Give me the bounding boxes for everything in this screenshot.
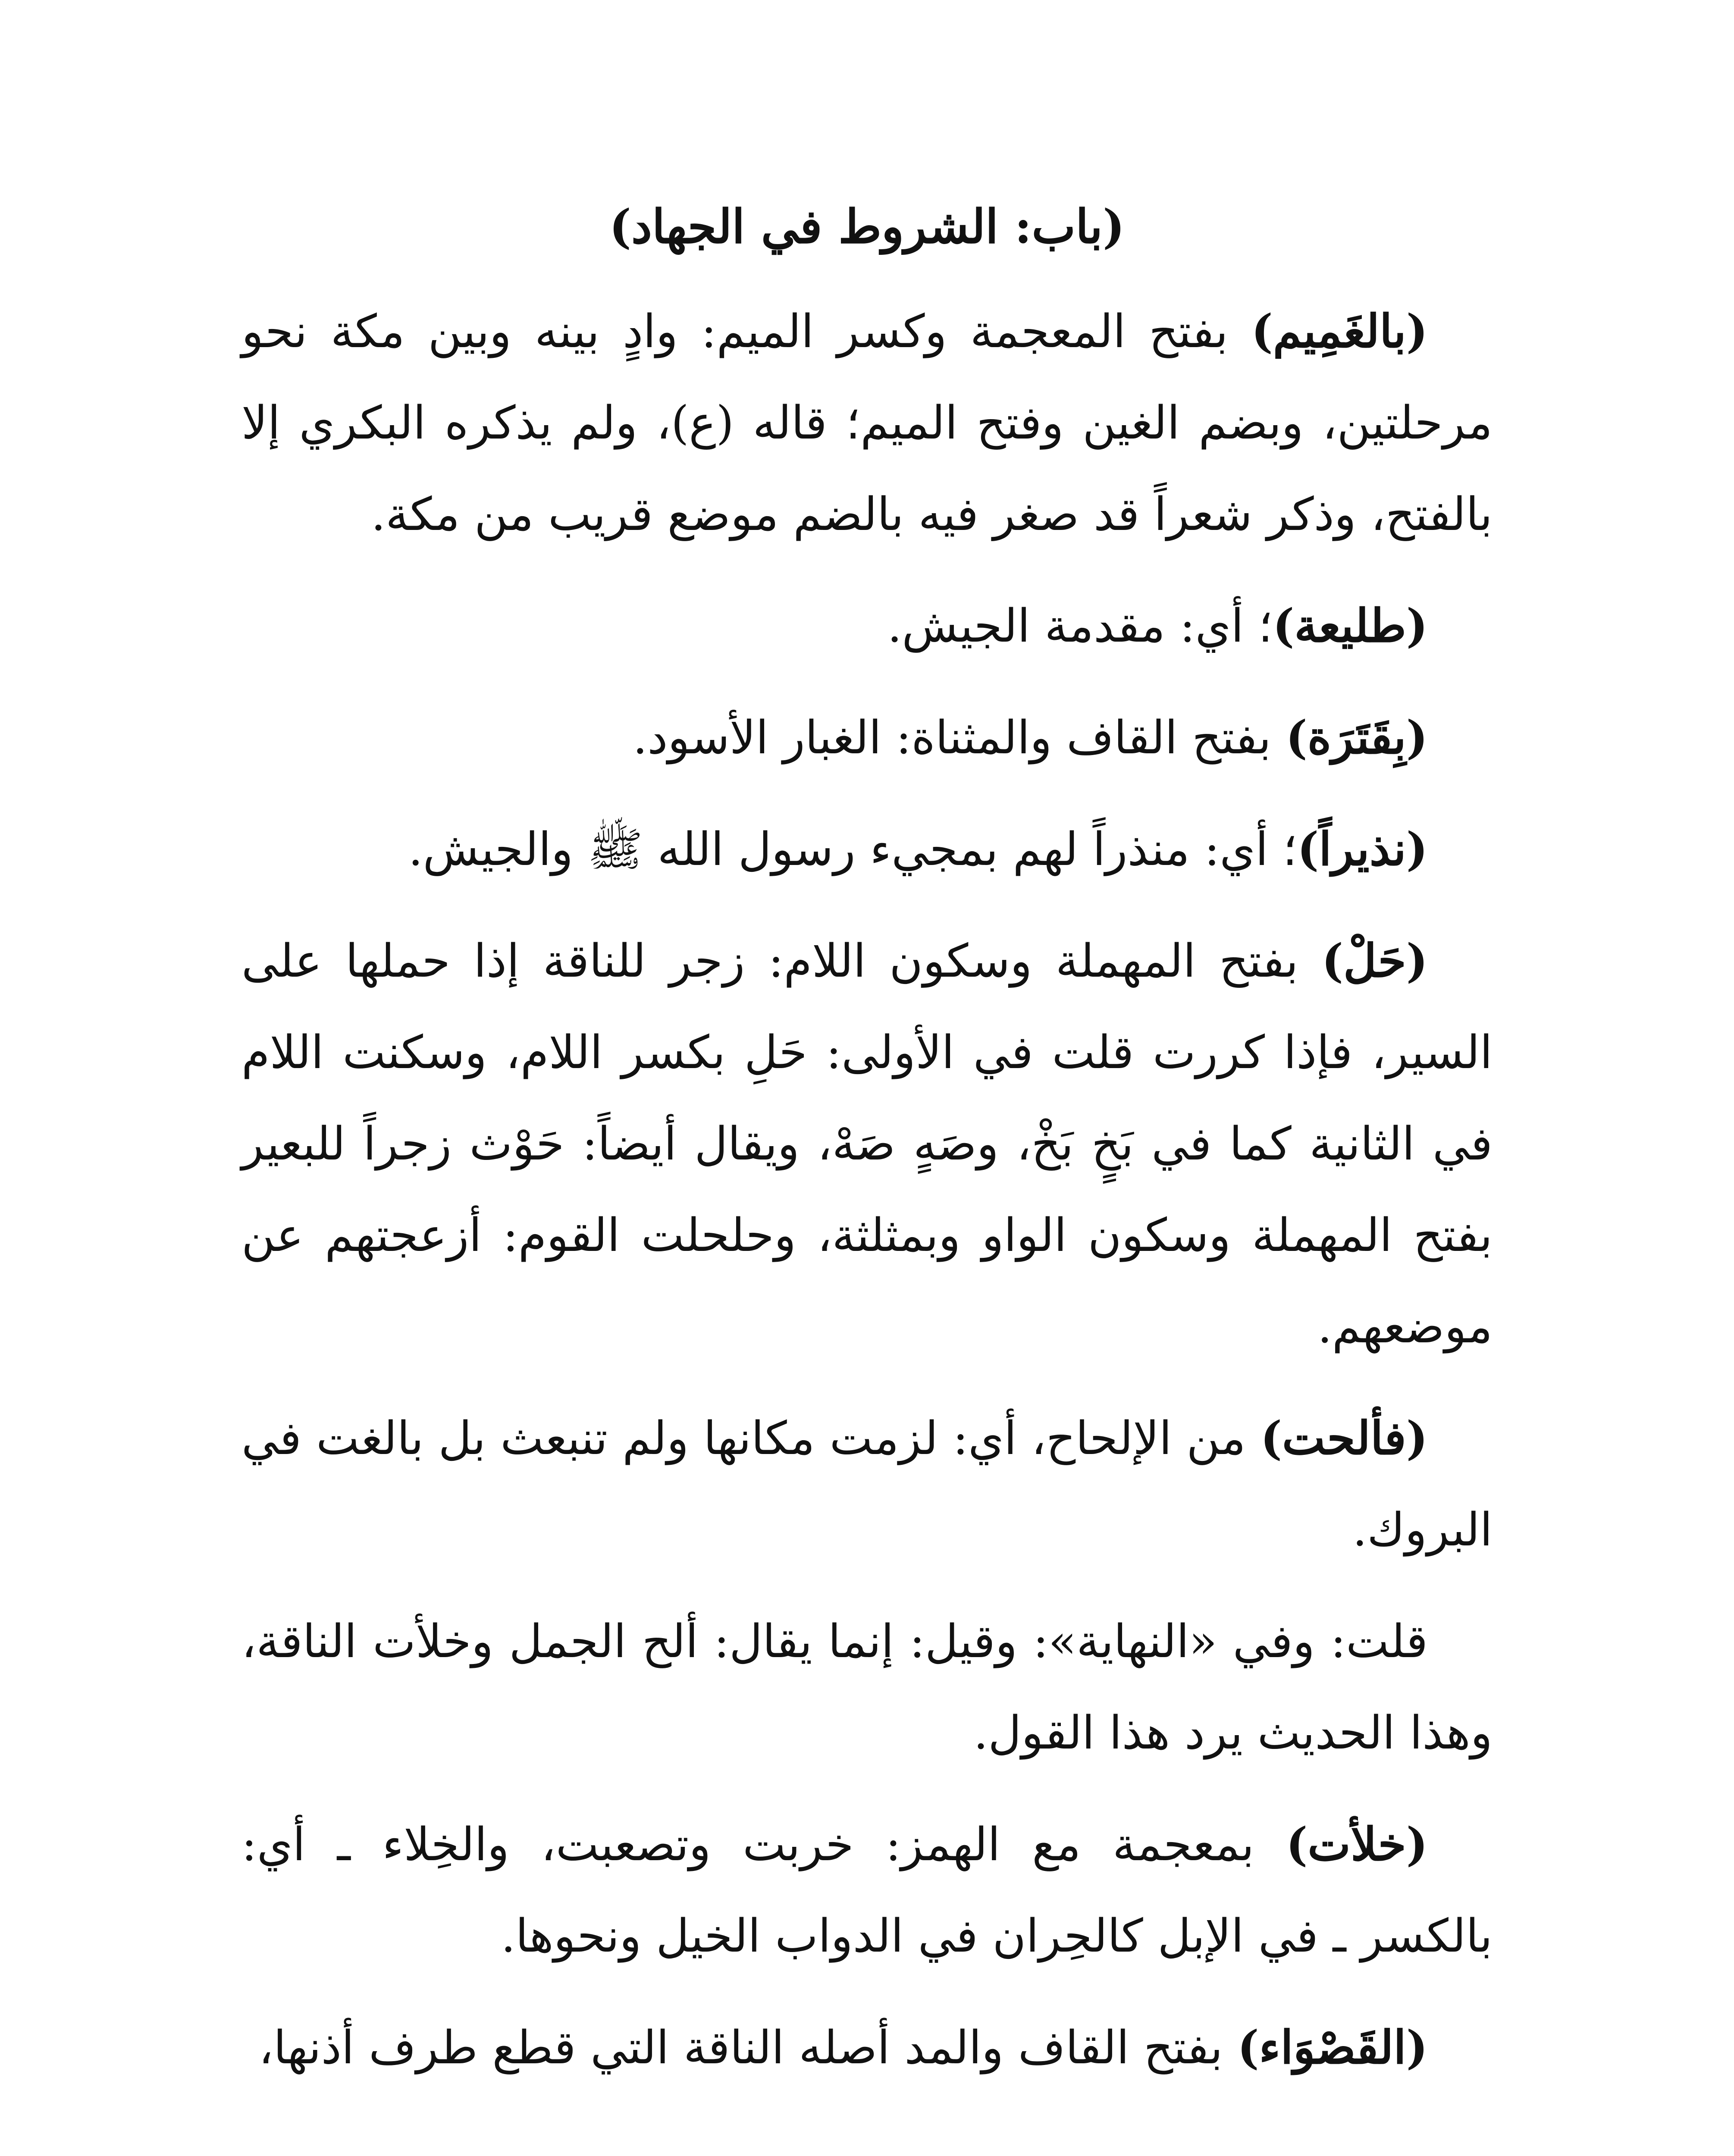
term: (فألحت) (1260, 1411, 1428, 1465)
term: (طليعة) (1273, 599, 1428, 652)
term: (خلأت) (1286, 1817, 1428, 1871)
paragraph (241, 1595, 1493, 1779)
paragraph (241, 580, 1493, 672)
paragraph-text: بفتح القاف والمثناة: الغبار الأسود. (633, 711, 1286, 764)
paragraph-text: بفتح القاف والمد أصله الناقة التي قطع طرف أذنها، (258, 2021, 1238, 2074)
paragraph-text: ؛ أي: مقدمة الجيش. (887, 599, 1273, 652)
paragraph (241, 1799, 1493, 1982)
paragraph-text: ؛ أي: منذراً لهم بمجيء رسول الله ﷺ والجيش. (408, 823, 1298, 876)
paragraph-text: قلت: وفي «النهاية»: وقيل: إنما يقال: ألح الجمل وخلأت الناقة، وهذا الحديث يرد هذا القول. (241, 1615, 1493, 1759)
paragraph-text: من الإلحاح، أي: لزمت مكانها ولم تنبعث بل بالغت في البروك. (241, 1412, 1493, 1556)
paragraph (241, 2002, 1493, 2093)
paragraph (241, 692, 1493, 783)
paragraph-text: بفتح المعجمة وكسر الميم: وادٍ بينه وبين مكة نحو مرحلتين، وبضم الغين وفتح الميم؛ قاله (ع)، ولم يذكره البكري إلا بالفتح، وذكر شعراً قد صغر فيه بالضم موضع قريب من مكة. (241, 305, 1493, 541)
paragraph (241, 803, 1493, 895)
paragraph (241, 285, 1493, 560)
paragraph-text: بمعجمة مع الهمز: خربت وتصعبت، والخِلاء ـ أي: بالكسر ـ في الإبل كالحِران في الدواب الخيل ونحوها. (241, 1818, 1493, 1962)
text-block (241, 181, 1493, 2113)
paragraph-text: بفتح المهملة وسكون اللام: زجر للناقة إذا حملها على السير، فإذا كررت قلت في الأولى: حَلِ بكسر اللام، وسكنت اللام في الثانية كما في بَخٍ بَخْ، وصَهٍ صَهْ، ويقال أيضاً: حَوْث زجراً للبعير بفتح المهملة وسكون الواو وبمثلثة، وحلحلت القوم: أزعجتهم عن موضعهم. (241, 934, 1493, 1353)
term: (حَلْ) (1321, 934, 1428, 987)
term: (نذيراً) (1297, 822, 1428, 876)
term: (بالغَمِيم) (1251, 304, 1428, 358)
paragraph (241, 1392, 1493, 1576)
chapter-heading: (باب: الشروط في الجهاد) (609, 200, 1125, 254)
term: (القَصْوَاء) (1237, 2020, 1428, 2074)
paragraph (241, 915, 1493, 1373)
term: (بِقَتَرَة) (1286, 710, 1428, 764)
